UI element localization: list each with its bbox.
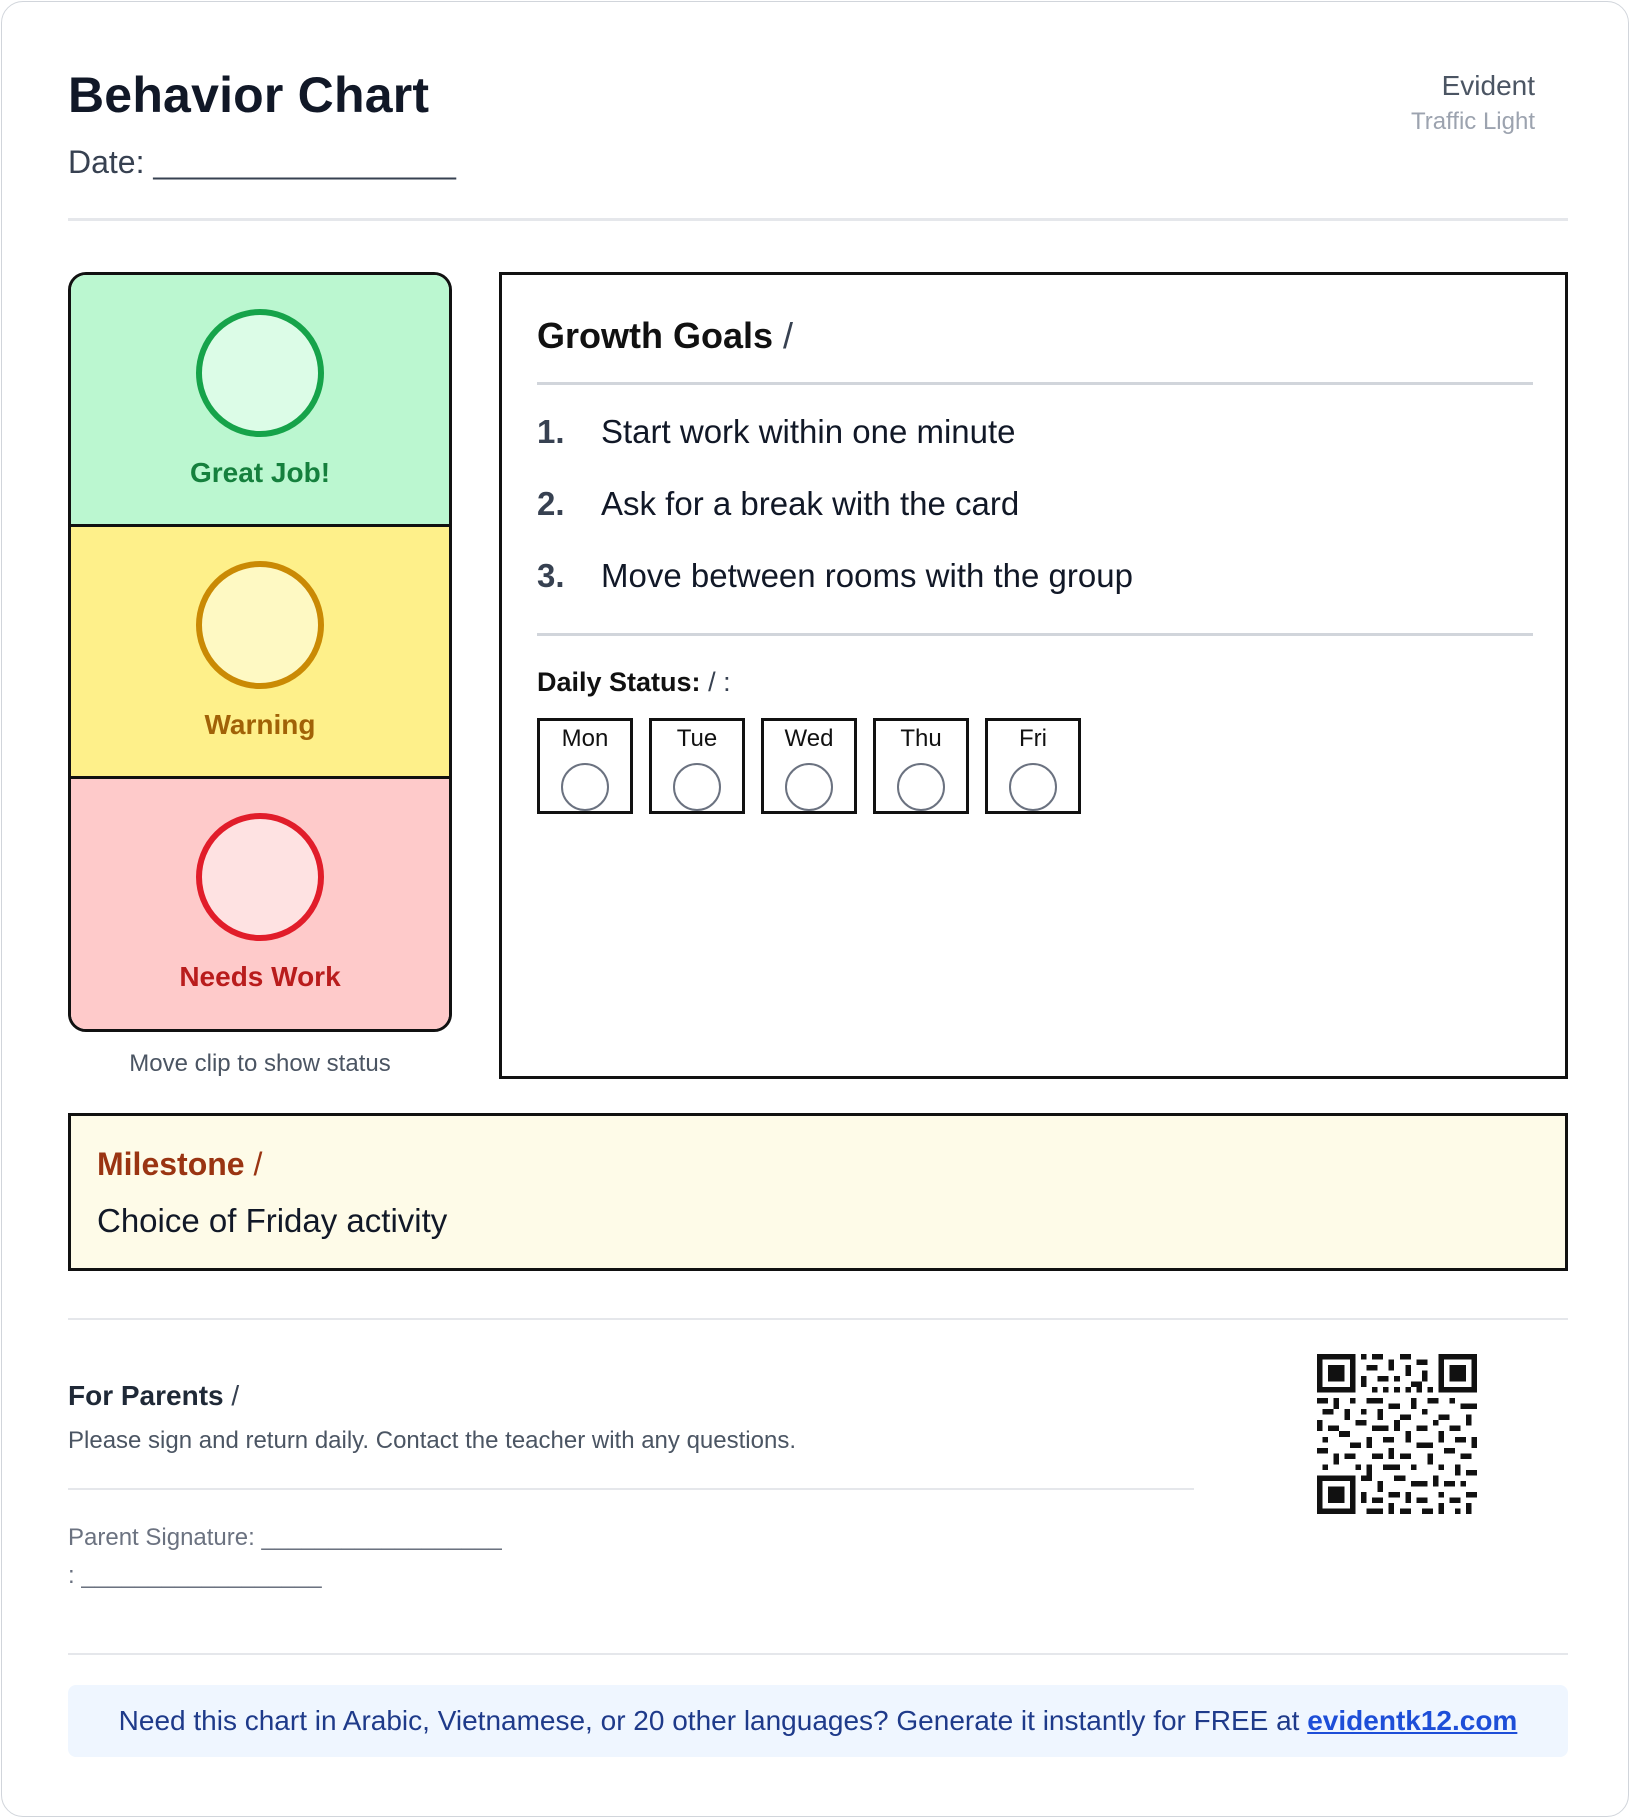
zone-label: Great Job! xyxy=(189,457,331,488)
goal-item xyxy=(537,557,1133,595)
milestone-title-text: Milestone xyxy=(97,1146,245,1182)
header-divider xyxy=(68,218,1568,221)
goal-item xyxy=(537,485,1019,523)
day-box-mon[interactable] xyxy=(537,718,633,814)
goal-number: 2. xyxy=(537,485,565,522)
daily-status-row xyxy=(537,718,1097,814)
day-label: Mon xyxy=(561,725,609,752)
date-field: Date: _________________ xyxy=(68,144,456,180)
goals-title xyxy=(537,315,793,357)
zone-great-job xyxy=(71,275,449,527)
zone-label: Needs Work xyxy=(179,961,341,992)
day-label: Wed xyxy=(784,725,834,752)
red-light-icon xyxy=(196,813,324,941)
language-banner xyxy=(68,1685,1568,1757)
status-circle-icon[interactable] xyxy=(673,763,721,811)
day-box-fri[interactable] xyxy=(985,718,1081,814)
parent-signature-line[interactable]: Parent Signature: __________________ xyxy=(68,1524,502,1551)
goal-text: Start work within one minute xyxy=(601,413,1016,450)
banner-text: Need this chart in Arabic, Vietnamese, or 20 other languages? Generate it instantly for FREE at xyxy=(118,1705,1308,1736)
status-label-suffix: / : xyxy=(708,667,731,697)
behavior-chart-page xyxy=(1,1,1629,1817)
parents-title xyxy=(68,1380,239,1412)
secondary-signature-line[interactable]: : __________________ xyxy=(68,1562,322,1589)
parents-title-text: For Parents xyxy=(68,1380,224,1411)
day-label: Thu xyxy=(900,725,942,752)
status-circle-icon[interactable] xyxy=(1009,763,1057,811)
zone-label: Warning xyxy=(204,709,316,740)
green-light-icon xyxy=(196,309,324,437)
parents-instructions: Please sign and return daily. Contact the teacher with any questions. xyxy=(68,1427,796,1454)
section-divider xyxy=(68,1318,1568,1320)
zone-warning xyxy=(71,527,449,779)
day-box-tue[interactable] xyxy=(649,718,745,814)
brand-subtitle: Traffic Light xyxy=(1410,108,1535,135)
status-circle-icon[interactable] xyxy=(897,763,945,811)
parents-title-suffix: / xyxy=(231,1380,240,1411)
qr-code-icon xyxy=(1317,1354,1477,1514)
brand-name: Evident xyxy=(1441,70,1535,101)
yellow-light-icon xyxy=(196,561,324,689)
milestone-box xyxy=(68,1113,1568,1271)
goal-item xyxy=(537,413,1016,451)
banner-link[interactable]: evidentk12.com xyxy=(1307,1705,1518,1736)
goals-title-text: Growth Goals xyxy=(537,315,774,356)
footer-divider xyxy=(68,1653,1568,1655)
traffic-light xyxy=(68,272,452,1032)
goals-divider xyxy=(537,382,1533,385)
milestone-title xyxy=(97,1146,262,1183)
growth-goals-box xyxy=(499,272,1568,1079)
daily-status-label xyxy=(537,667,731,698)
zone-needs-work xyxy=(71,779,449,1032)
status-circle-icon[interactable] xyxy=(561,763,609,811)
day-label: Tue xyxy=(676,725,718,752)
milestone-title-suffix: / xyxy=(253,1146,263,1182)
goal-text: Move between rooms with the group xyxy=(601,557,1133,594)
day-box-wed[interactable] xyxy=(761,718,857,814)
page-title: Behavior Chart xyxy=(68,67,430,123)
goals-title-suffix: / xyxy=(783,315,794,356)
signature-divider xyxy=(68,1488,1194,1490)
milestone-text: Choice of Friday activity xyxy=(97,1202,448,1239)
clip-note: Move clip to show status xyxy=(129,1050,391,1077)
status-divider xyxy=(537,633,1533,636)
goal-number: 3. xyxy=(537,557,565,594)
goal-text: Ask for a break with the card xyxy=(601,485,1020,522)
day-label: Fri xyxy=(1019,725,1047,752)
day-box-thu[interactable] xyxy=(873,718,969,814)
status-label-text: Daily Status: xyxy=(537,667,701,697)
goal-number: 1. xyxy=(537,413,565,450)
status-circle-icon[interactable] xyxy=(785,763,833,811)
